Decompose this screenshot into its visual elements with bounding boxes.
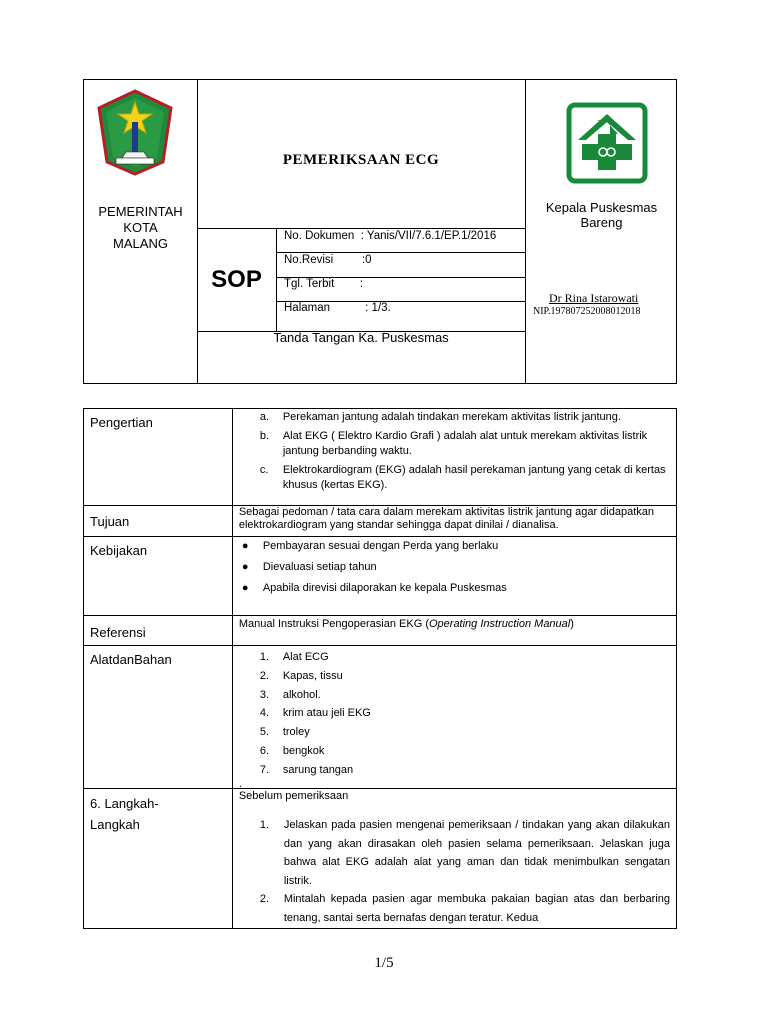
row-referensi	[84, 616, 677, 646]
label-alat-bahan: AlatdanBahan	[84, 646, 233, 789]
list-item: a. Perekaman jantung adalah tindakan merekam aktivitas listrik jantung.	[259, 411, 621, 423]
bullet-item: ● Pembayaran sesuai dengan Perda yang berlaku	[241, 540, 499, 552]
content-kebijakan	[232, 537, 676, 616]
header-divider-right	[525, 80, 526, 384]
list-item: c. Elektrokardiogram (EKG) adalah hasil perekaman jantung yang cetak di kertas khusus (kertas EKG).	[259, 464, 666, 491]
row-tujuan	[84, 506, 677, 537]
content-langkah	[232, 789, 676, 929]
list-item: 4. krim atau jeli EKG	[259, 707, 371, 720]
doc-revision: No.Revisi :0	[284, 254, 372, 266]
label-langkah	[84, 789, 233, 929]
label-kebijakan: Kebijakan	[84, 537, 233, 616]
content-alat-bahan	[232, 646, 676, 789]
bullet-item: ● Apabila direvisi dilaporakan ke kepala Puskesmas	[241, 582, 507, 594]
doc-page: Halaman : 1/3.	[284, 302, 391, 314]
sop-header-block	[83, 79, 677, 384]
label-langkah-line-2: Langkah	[90, 817, 140, 832]
langkah-intro: Sebelum pemeriksaan	[238, 790, 349, 802]
bullet-item: ● Dievaluasi setiap tahun	[241, 561, 377, 573]
list-item: 1. Jelaskan pada pasien mengenai pemeriksaan / tindakan yang akan dilakukan dan yang akan dirasakan oleh pasien selama pemeriksaan. Jelaskan juga bahwa alat EKG adalah alat yang aman dan tidak menimbulkan sengatan listrik.	[259, 819, 670, 887]
sop-label: SOP	[211, 266, 262, 293]
puskesmas-logo	[566, 102, 648, 184]
signature-caption: Tanda Tangan Ka. Puskesmas	[273, 330, 449, 345]
sop-divider	[276, 228, 277, 331]
list-item: 2. Kapas, tissu	[259, 669, 343, 682]
label-referensi: Referensi	[84, 616, 233, 646]
trailing-dot: .	[238, 777, 242, 790]
org-name	[84, 204, 197, 252]
org-line-2: KOTA	[123, 220, 158, 235]
list-item: 1. Alat ECG	[259, 651, 329, 663]
label-langkah-line-1: 6. Langkah-	[90, 796, 159, 811]
org-line-1: PEMERINTAH	[98, 204, 183, 219]
list-item: 6. bengkok	[259, 744, 325, 757]
list-item: 5. troley	[259, 726, 310, 739]
list-item: 2. Mintalah kepada pasien agar membuka pakaian bagian atas dan berbaring tenang, santai serta bernafas dengan teratur. Kedua	[259, 893, 670, 924]
row-pengertian	[84, 409, 677, 506]
row-langkah	[84, 789, 677, 929]
list-item: 3. alkohol.	[259, 688, 321, 701]
row-alat-bahan	[84, 646, 677, 789]
doc-number: No. Dokumen : Yanis/VII/7.6.1/EP.1/2016	[284, 230, 497, 242]
head-title-line-1: Kepala Puskesmas	[545, 200, 658, 215]
head-name: Dr Rina Istarowati	[549, 291, 639, 305]
document-title: PEMERIKSAAN ECG	[282, 152, 440, 168]
kota-malang-logo	[96, 88, 174, 176]
row-kebijakan	[84, 537, 677, 616]
label-tujuan: Tujuan	[84, 506, 233, 537]
doc-issue-date: Tgl. Terbit :	[284, 278, 364, 290]
referensi-text: Manual Instruksi Pengoperasian EKG (Operating Instruction Manual)	[238, 618, 574, 630]
page-number: 1/5	[374, 955, 394, 971]
head-nip: NIP.197807252008012018	[533, 306, 641, 317]
content-pengertian	[232, 409, 676, 506]
head-title	[525, 200, 678, 230]
label-pengertian: Pengertian	[84, 409, 233, 506]
sop-content-table	[83, 408, 677, 929]
content-tujuan	[232, 506, 676, 537]
list-item: 7. sarung tangan	[259, 763, 354, 776]
org-line-3: MALANG	[113, 236, 168, 251]
head-title-line-2: Bareng	[580, 215, 623, 230]
tujuan-text: Sebagai pedoman / tata cara dalam merekam aktivitas listrik jantung agar didapatkan elektrokardiogram yang standar sehingga dapat dinilai / dianalisa.	[238, 506, 655, 531]
content-referensi	[232, 616, 676, 646]
list-item: b. Alat EKG ( Elektro Kardio Grafi ) adalah alat untuk merekam aktivitas listrik jantung berbanding waktu.	[259, 430, 648, 457]
